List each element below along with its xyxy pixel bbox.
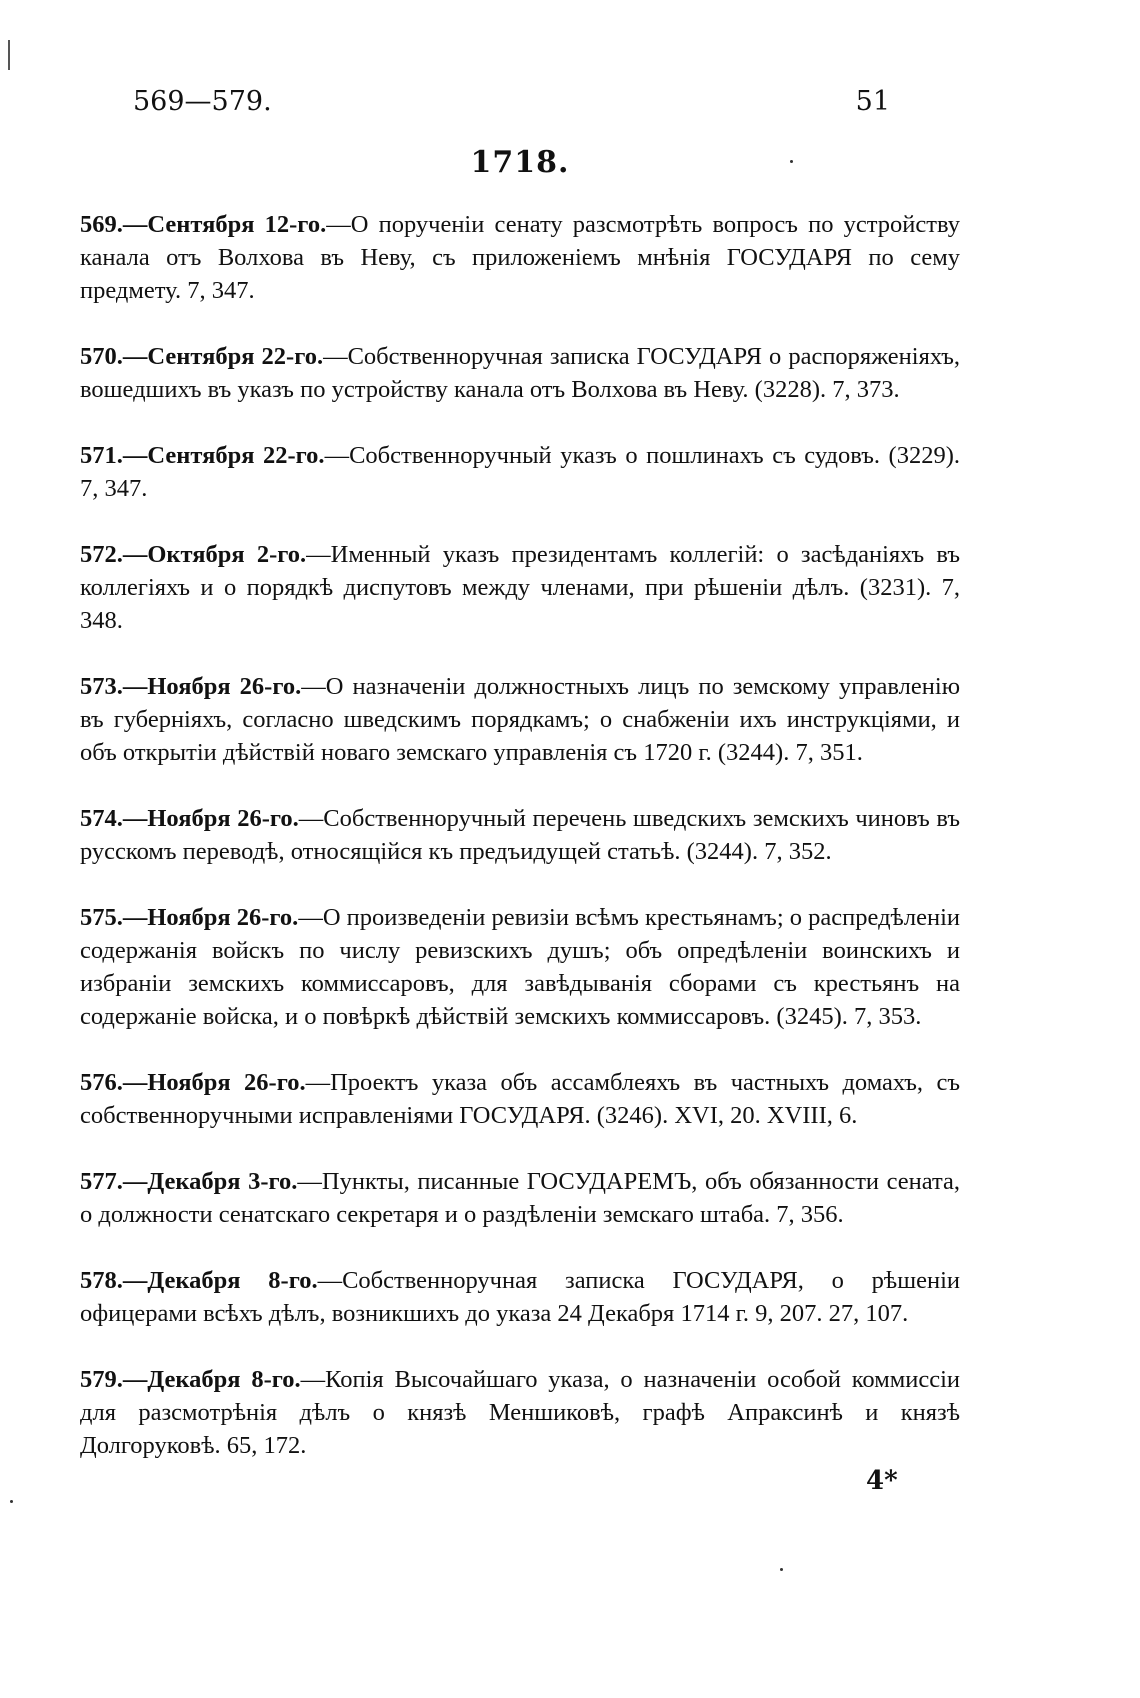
entry-text: —Проектъ указа объ ассамблеяхъ въ частныхъ домахъ, съ собственноручными исправленіями ГОСУДАРЯ. (3246). XVI, 20. XVIII, 6. [80,1069,961,1129]
entry-number: 571. [80,442,123,469]
page-range: 569—579. [133,86,272,117]
entry-text: —Собственноручная записка ГОСУДАРЯ, о рѣшеніи офицерами всѣхъ дѣлъ, возникшихъ до указа 24 Декабря 1714 г. 9, 207. 27, 107. [80,1267,960,1327]
year-heading: 1718. [470,145,570,180]
entry-text: —Именный указъ президентамъ коллегій: о засѣданіяхъ въ коллегіяхъ и о порядкѣ диспутовъ между членами, при рѣшеніи дѣлъ. (3231). 7, 348. [80,541,960,634]
entry-576 [80,1066,960,1132]
entry-date: —Декабря 8-го. [122,1267,318,1294]
entry-number: 578. [80,1267,123,1294]
entry-number: 572. [80,541,123,568]
entry-list [80,208,960,1462]
entry-number: 574. [80,805,123,832]
entry-date: —Ноября 26-го. [122,805,299,832]
entry-text: —Пункты, писанные ГОСУДАРЕМЪ, объ обязанности сената, о должности сенатскаго секретаря и о раздѣленіи земскаго штаба. 7, 356. [80,1168,960,1228]
entry-574 [80,802,960,868]
entry-date: —Декабря 3-го. [122,1168,298,1195]
entry-number: 576. [80,1069,123,1096]
entry-number: 577. [80,1168,123,1195]
entry-date: —Сентября 22-го. [122,442,325,469]
entry-577 [80,1165,960,1231]
page-number: 51 [855,86,890,117]
entry-text: —Собственноручный указъ о пошлинахъ съ судовъ. (3229). 7, 347. [80,442,961,502]
entry-date: —Сентября 12-го. [122,211,327,238]
entry-date: —Сентября 22-го. [122,343,324,370]
entry-575 [80,901,960,1033]
entry-number: 573. [80,673,123,700]
document-page [80,86,960,1495]
entry-number: 569. [80,211,123,238]
entry-text: —О назначеніи должностныхъ лицъ по земскому управленію въ губерніяхъ, согласно шведскимъ порядкамъ; о снабженіи ихъ инструкціями, и объ открытіи дѣйствій новаго земскаго управленія съ 1720 г. (3244). 7, 351. [80,673,960,766]
running-head [80,86,960,117]
entry-text: —Собственноручная записка ГОСУДАРЯ о распоряженіяхъ, вошедшихъ въ указъ по устройству канала отъ Волхова въ Неву. (3228). 7, 373. [80,343,960,403]
scan-edge-mark [8,40,10,70]
entry-date: —Ноября 26-го. [122,1069,306,1096]
entry-date: —Октября 2-го. [122,541,307,568]
signature-mark: 4* [866,1466,898,1496]
entry-number: 570. [80,343,123,370]
entry-572 [80,538,960,637]
entry-text: —О произведеніи ревизіи всѣмъ крестьянамъ; о распредѣленіи содержанія войскъ по числу ревизскихъ душъ; объ опредѣленіи воинскихъ и избраніи земскихъ коммиссаровъ, для завѣдыванія сборами съ крестьянъ на содержаніе войска, и о повѣркѣ дѣйствій земскихъ коммиссаровъ. (3245). 7, 353. [80,904,960,1030]
entry-date: —Декабря 8-го. [122,1366,301,1393]
entry-text: —О порученіи сенату разсмотрѣть вопросъ по устройству канала отъ Волхова въ Неву, съ приложеніемъ мнѣнія ГОСУДАРЯ по сему предмету. 7, 347. [80,211,960,304]
entry-text: —Собственноручный перечень шведскихъ земскихъ чиновъ въ русскомъ переводѣ, относящійся къ предъидущей статьѣ. (3244). 7, 352. [80,805,961,865]
entry-number: 579. [80,1366,123,1393]
scan-speck [780,1568,783,1571]
entry-number: 575. [80,904,123,931]
entry-578 [80,1264,960,1330]
entry-570 [80,340,960,406]
entry-569 [80,208,960,307]
scan-speck [10,1500,13,1503]
entry-573 [80,670,960,769]
entry-date: —Ноября 26-го. [122,904,299,931]
entry-579 [80,1363,960,1462]
entry-571 [80,439,960,505]
entry-date: —Ноября 26-го. [122,673,302,700]
entry-text: —Копія Высочайшаго указа, о назначеніи особой коммиссіи для разсмотрѣнія дѣлъ о князѣ Меншиковѣ, графѣ Апраксинѣ и князѣ Долгоруковѣ. 65, 172. [80,1366,960,1459]
